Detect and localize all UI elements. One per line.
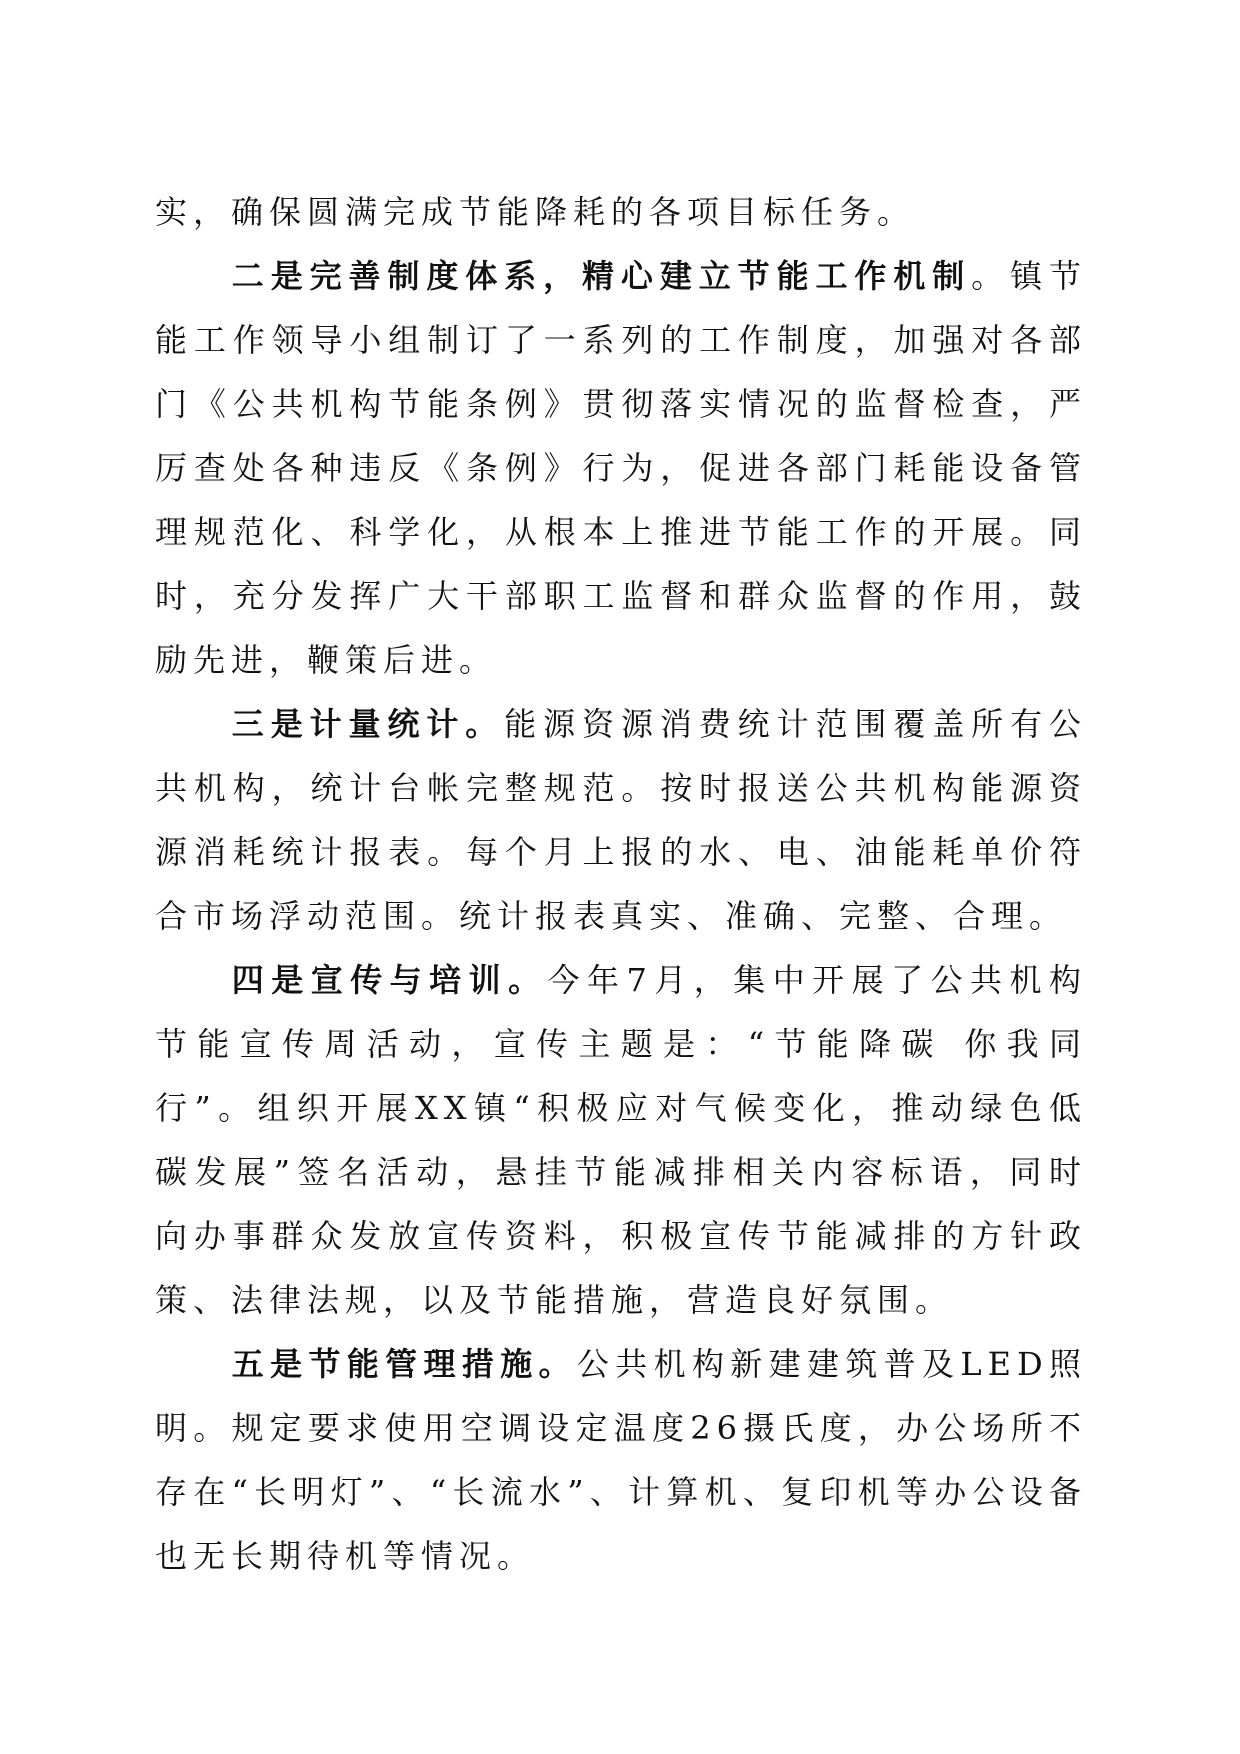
paragraph-lead: 三是计量统计。 (231, 705, 505, 743)
paragraph-lead: 二是完善制度体系，精心建立节能工作机制 (231, 257, 972, 295)
paragraph-metering-statistics (155, 692, 1087, 948)
paragraph-continuation (155, 180, 1087, 244)
paragraph-management-measures (155, 1332, 1087, 1588)
paragraph-text: 能源资源消费统计范围覆盖所有公共机构，统计台帐完整规范。按时报送公共机构能源资源消耗统计报表。每个月上报的水、电、油能耗单价符合市场浮动范围。统计报表真实、准确、完整、合理。 (155, 705, 1087, 935)
paragraph-text: 。镇节能工作领导小组制订了一系列的工作制度，加强对各部门《公共机构节能条例》贯彻落实情况的监督检查，严厉查处各种违反《条例》行为，促进各部门耗能设备管理规范化、科学化，从根本上推进节能工作的开展。同时，充分发挥广大干部职工监督和群众监督的作用，鼓励先进，鞭策后进。 (155, 257, 1087, 679)
paragraph-institution-system (155, 244, 1087, 692)
paragraph-text: 实，确保圆满完成节能降耗的各项目标任务。 (155, 193, 916, 231)
paragraph-text: 公共机构新建建筑普及LED照明。规定要求使用空调设定温度26摄氏度，办公场所不存在“长明灯”、“长流水”、计算机、复印机等办公设备也无长期待机等情况。 (155, 1345, 1087, 1575)
paragraph-text: 今年7月，集中开展了公共机构节能宣传周活动，宣传主题是：“节能降碳 你我同行”。组织开展XX镇“积极应对气候变化，推动绿色低碳发展”签名活动，悬挂节能减排相关内容标语，同时向办事群众发放宣传资料，积极宣传节能减排的方针政策、法律法规，以及节能措施，营造良好氛围。 (155, 961, 1087, 1319)
paragraph-publicity-training (155, 948, 1087, 1332)
paragraph-lead: 四是宣传与培训。 (231, 961, 548, 999)
paragraph-lead: 五是节能管理措施。 (231, 1345, 577, 1383)
document-body (155, 180, 1087, 1588)
